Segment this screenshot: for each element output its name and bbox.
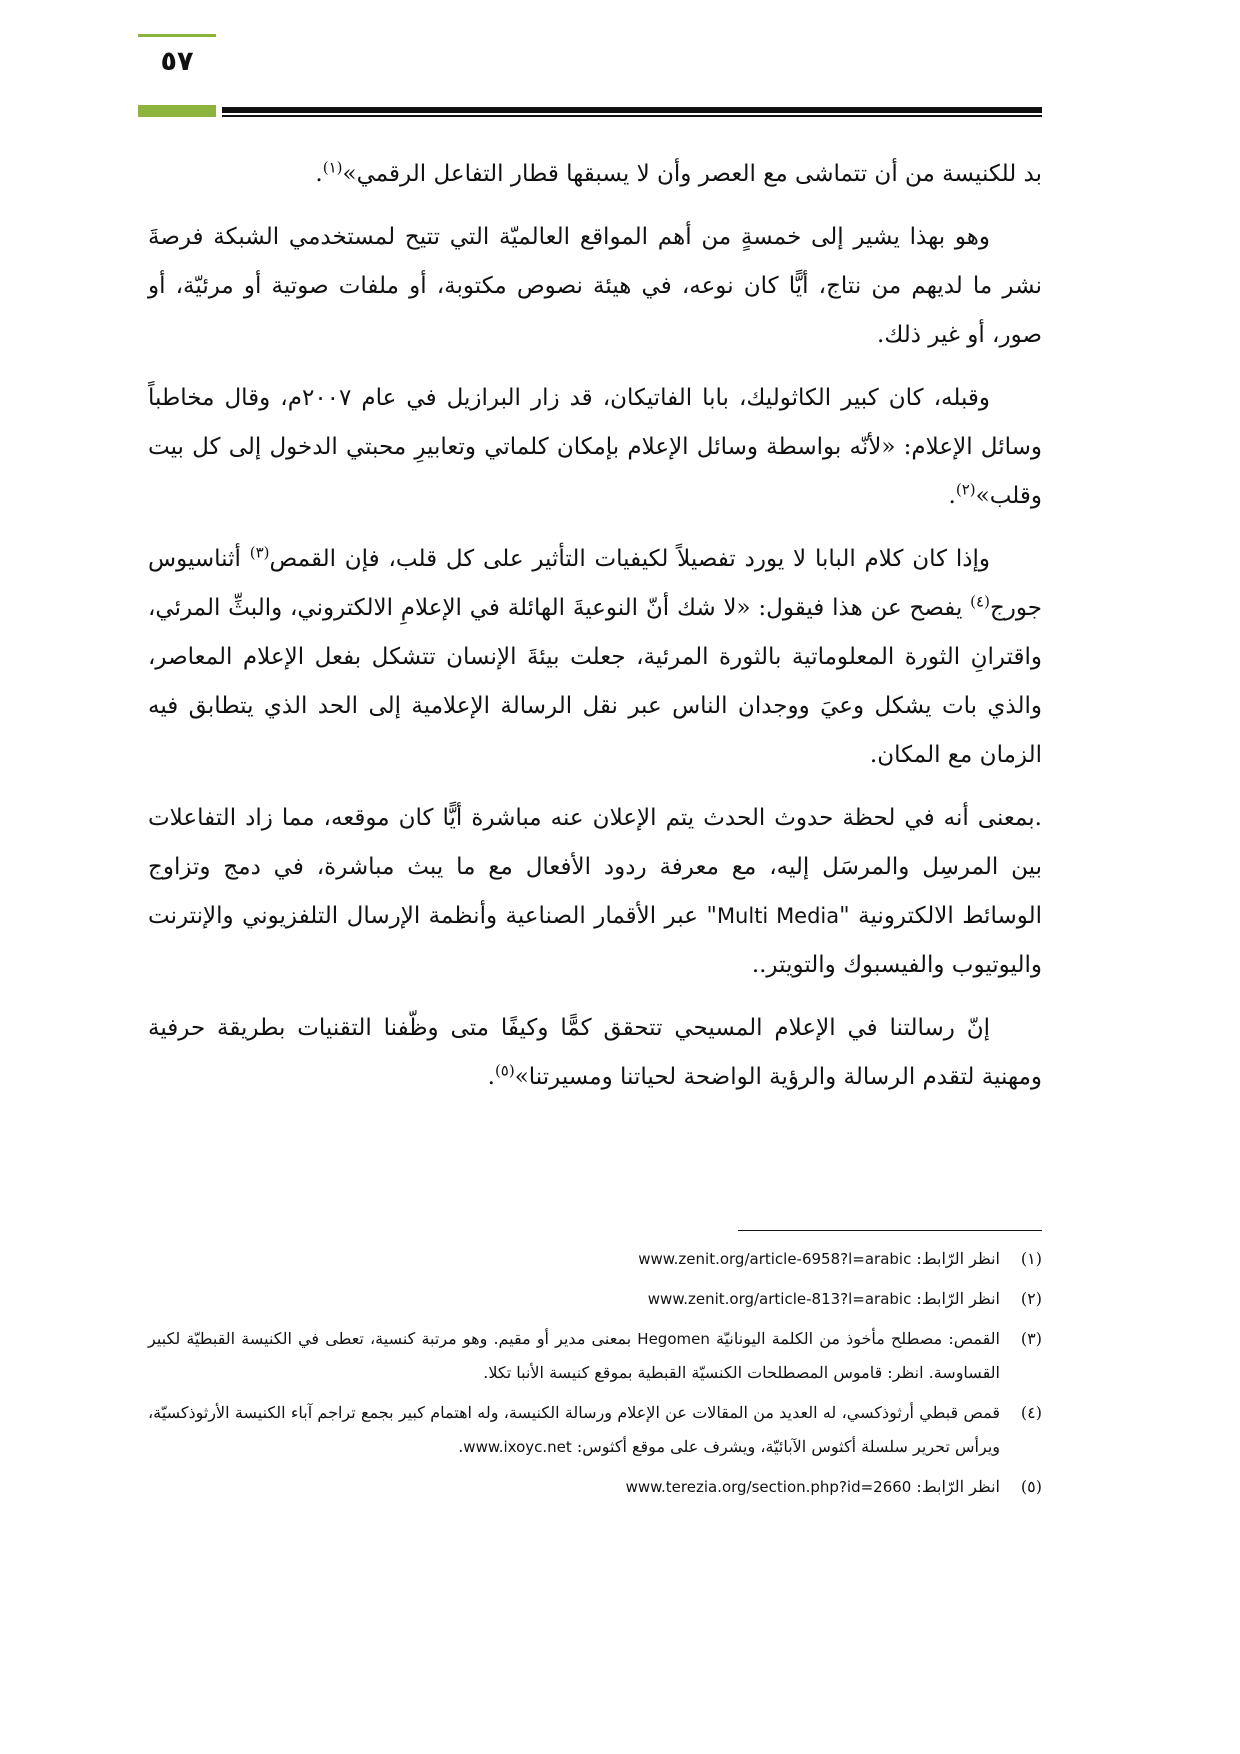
footnote-text: انظر الرّابط: — [911, 1289, 1000, 1308]
multimedia-term: Multi Media — [716, 904, 840, 928]
footnote-5 — [148, 1470, 1042, 1504]
footnote-term: Hegomen — [637, 1330, 710, 1348]
paragraph-text: .بمعنى أنه في لحظة حدوث الحدث يتم الإعلان عنه مباشرة أيًّا كان موقعه، مما زاد التفاعلات بين المرسِل والمرسَل إليه، مع معرفة ردود الأفعال مع ما يبث مباشرة، في دمج وتزاوج الوسائط الالكترونية " — [148, 805, 1043, 929]
paragraph-2: وهو بهذا يشير إلى خمسةٍ من أهم المواقع العالميّة التي تتيح لمستخدمي الشبكة فرصةَ نشر ما لديهم من نتاج، أيًّا كان نوعه، في هيئة نصوص مكتوبة، أو ملفات صوتية أو مرئيّة، أو صور، أو غير ذلك. — [148, 224, 1042, 348]
footnote-1 — [148, 1242, 1042, 1276]
footnote-ref: (٢) — [955, 480, 976, 499]
footnote-ref: (٣) — [249, 543, 270, 562]
footnotes — [148, 1242, 1042, 1510]
header-green-bar — [138, 105, 216, 117]
paragraph-1 — [148, 150, 1042, 199]
footnote-text: . — [458, 1437, 464, 1456]
footnote-separator — [738, 1230, 1042, 1231]
paragraph-end: . — [315, 161, 323, 187]
header-rule-thin — [222, 115, 1042, 117]
footnote-text: القمص: مصطلح مأخوذ من الكلمة اليونانيّة — [709, 1329, 1000, 1348]
body-text — [148, 150, 1042, 1116]
paragraph-text: إنّ رسالتنا في الإعلام المسيحي تتحقق كمًّا وكيفًا متى وظّفنا التقنيات بطريقة حرفية ومهنية لتقدم الرسالة والرؤية الواضحة لحياتنا ومسيرتنا» — [148, 1015, 1042, 1090]
paragraph-text: أثناسيوس جورج — [148, 546, 1042, 621]
footnote-link[interactable]: www.zenit.org/article-6958?l=arabic — [638, 1250, 912, 1268]
footnote-link[interactable]: www.ixoyc.net — [463, 1438, 572, 1456]
footnote-ref: (١) — [322, 158, 343, 177]
footnote-2 — [148, 1282, 1042, 1316]
footnote-3 — [148, 1322, 1042, 1390]
footnote-4 — [148, 1396, 1042, 1464]
footnote-number: (٤) — [1020, 1403, 1042, 1422]
paragraph-end: . — [487, 1064, 495, 1090]
footnote-number: (١) — [1020, 1249, 1042, 1268]
footnote-link[interactable]: www.terezia.org/section.php?id=2660 — [625, 1478, 912, 1496]
header-rule-thick — [222, 107, 1042, 113]
footnote-text: انظر الرّابط: — [911, 1249, 1000, 1268]
paragraph-3 — [148, 374, 1042, 521]
footnote-text: انظر الرّابط: — [911, 1477, 1000, 1496]
paragraph-text: وقبله، كان كبير الكاثوليك، بابا الفاتيكان، قد زار البرازيل في عام ٢٠٠٧م، وقال مخاطباً وسائل الإعلام: «لأنّه بواسطة وسائل الإعلام بإمكان كلماتي وتعابيرِ محبتي الدخول إلى كل بيت وقلب» — [148, 385, 1042, 509]
footnote-ref: (٥) — [494, 1061, 515, 1080]
footnote-ref: (٤) — [970, 592, 990, 611]
page-number: ٥٧ — [160, 46, 194, 77]
footnote-number: (٢) — [1020, 1289, 1042, 1308]
paragraph-text: بد للكنيسة من أن تتماشى مع العصر وأن لا يسبقها قطار التفاعل الرقمي» — [342, 161, 1042, 187]
paragraph-end: . — [948, 483, 956, 509]
footnote-number: (٥) — [1020, 1477, 1042, 1496]
paragraph-text: وإذا كان كلام البابا لا يورد تفصيلاً لكيفيات التأثير على كل قلب، فإن القمص — [269, 546, 990, 572]
footnote-text: بمعنى مدير أو مقيم. وهو مرتبة كنسية، تعطى في الكنيسة القبطيّة لكبير القساوسة. انظر: قاموس المصطلحات الكنسيّة القبطية بموقع كنيسة الأنبا تكلا. — [148, 1329, 1000, 1382]
paragraph-text: " عبر الأقمار الصناعية وأنظمة الإرسال التلفزيوني والإنترنت واليوتيوب والفيسبوك والتويتر.. — [148, 903, 1042, 978]
footnote-number: (٣) — [1020, 1329, 1042, 1348]
paragraph-4 — [148, 535, 1042, 780]
footnote-text: قمص قبطي أرثوذكسي، له العديد من المقالات عن الإعلام ورسالة الكنيسة، وله اهتمام كبير بجمع تراجم آباء الكنيسة الأرثوذكسيّة، ويرأس تحرير سلسلة أكثوس الآبائيّة، ويشرف على موقع أكثوس: — [148, 1403, 1000, 1456]
paragraph-6 — [148, 1004, 1042, 1102]
header-accent-line — [138, 34, 216, 37]
paragraph-5 — [148, 794, 1042, 990]
footnote-link[interactable]: www.zenit.org/article-813?l=arabic — [647, 1290, 912, 1308]
paragraph-text: يفصح عن هذا فيقول: «لا شك أنّ النوعيةَ الهائلة في الإعلامِ الالكتروني، والبثِّ المرئي، واقترانِ الثورة المعلوماتية بالثورة المرئية، جعلت بيئةَ الإنسان تتشكل بفعل الإعلام المعاصر، والذي بات يشكل وعيَ ووجدان الناس عبر نقل الرسالة الإعلامية إلى الحد الذي يتطابق فيه الزمان مع المكان. — [148, 595, 1042, 768]
